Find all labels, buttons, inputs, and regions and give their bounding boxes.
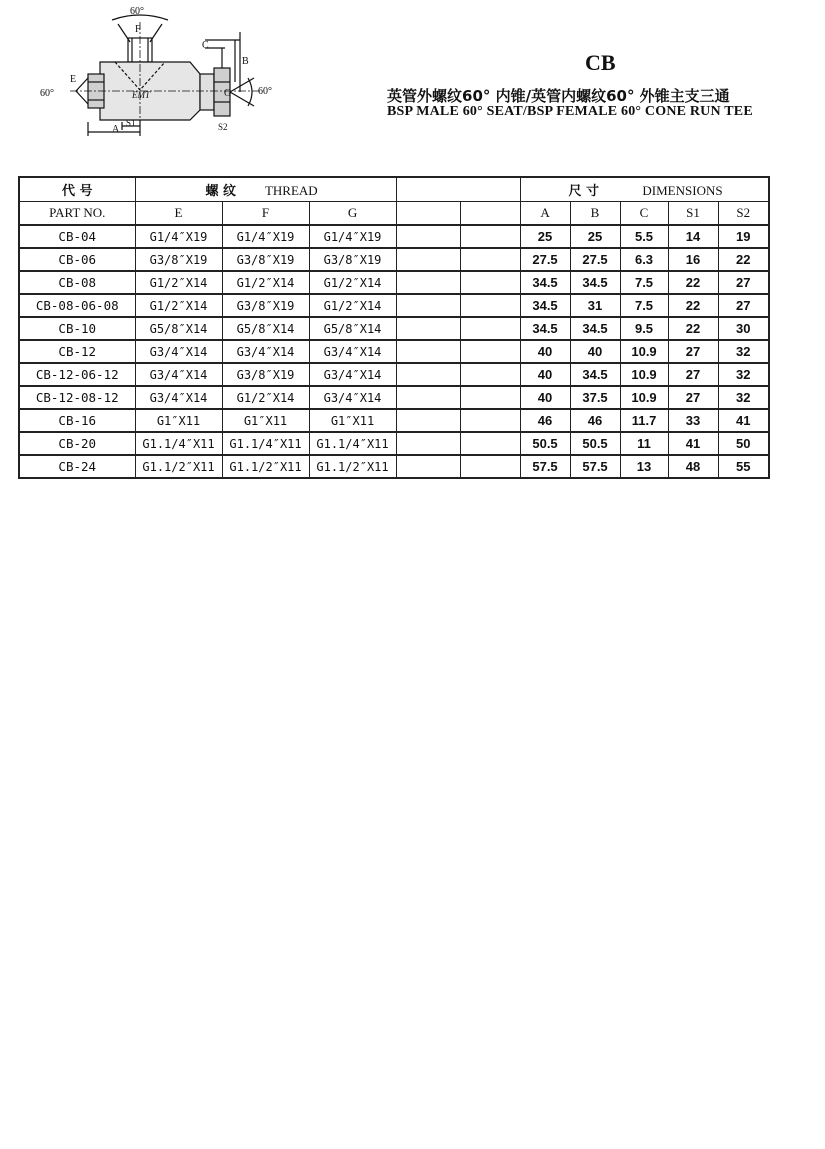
thread-f-cell: G1/4″X19 — [222, 225, 309, 248]
blank-2-cell — [460, 294, 520, 317]
part-no-cell: CB-12-06-12 — [19, 363, 135, 386]
dim-s1-cell: 22 — [668, 317, 718, 340]
product-code: CB — [585, 50, 616, 75]
thread-f-cell: G1/2″X14 — [222, 271, 309, 294]
thread-e-cell: G1.1/4″X11 — [135, 432, 222, 455]
dim-b-cell: 57.5 — [570, 455, 620, 478]
thread-g-cell: G1/2″X14 — [309, 271, 396, 294]
dim-b-cell: 34.5 — [570, 271, 620, 294]
header-g: G — [309, 202, 396, 226]
thread-e-cell: G3/4″X14 — [135, 340, 222, 363]
dim-c-cell: 7.5 — [620, 271, 668, 294]
blank-1-cell — [396, 248, 460, 271]
blank-1-cell — [396, 225, 460, 248]
dim-b-cell: 31 — [570, 294, 620, 317]
angle-left-label: 60° — [40, 88, 54, 99]
part-no-cell: CB-20 — [19, 432, 135, 455]
blank-2-cell — [460, 317, 520, 340]
dim-b-cell: 50.5 — [570, 432, 620, 455]
header-code — [19, 177, 135, 202]
angle-top-label: 60° — [130, 6, 144, 17]
blank-2-cell — [460, 409, 520, 432]
table-row — [19, 386, 769, 409]
thread-e-cell: G3/4″X14 — [135, 386, 222, 409]
dim-c-cell: 11 — [620, 432, 668, 455]
thread-cn: 螺 纹 — [205, 184, 237, 199]
tee-fitting-diagram — [40, 2, 290, 142]
header-blank — [396, 177, 520, 202]
table-row — [19, 271, 769, 294]
label-f: F — [135, 24, 141, 35]
header-row-2 — [19, 202, 769, 226]
thread-g-cell: G1.1/2″X11 — [309, 455, 396, 478]
part-no-cell: CB-24 — [19, 455, 135, 478]
dim-c-cell: 13 — [620, 455, 668, 478]
blank-2-cell — [460, 225, 520, 248]
dim-b-cell: 37.5 — [570, 386, 620, 409]
dim-a-cell: 25 — [520, 225, 570, 248]
blank-1-cell — [396, 455, 460, 478]
angle-right-label: 60° — [258, 86, 272, 97]
header-thread — [135, 177, 396, 202]
dim-a-cell: 46 — [520, 409, 570, 432]
part-no-cell: CB-08 — [19, 271, 135, 294]
part-no-cell: CB-04 — [19, 225, 135, 248]
thread-f-cell: G3/8″X19 — [222, 294, 309, 317]
dim-s2-cell: 19 — [718, 225, 769, 248]
dim-s1-cell: 14 — [668, 225, 718, 248]
blank-1-cell — [396, 386, 460, 409]
part-no-cell: CB-10 — [19, 317, 135, 340]
table-row — [19, 432, 769, 455]
blank-2-cell — [460, 455, 520, 478]
thread-g-cell: G3/4″X14 — [309, 386, 396, 409]
dim-s1-cell: 41 — [668, 432, 718, 455]
dim-s2-cell: 27 — [718, 271, 769, 294]
thread-e-cell: G1″X11 — [135, 409, 222, 432]
header-f: F — [222, 202, 309, 226]
blank-1-cell — [396, 271, 460, 294]
thread-e-cell: G1/4″X19 — [135, 225, 222, 248]
dim-b-cell: 46 — [570, 409, 620, 432]
thread-f-cell: G1.1/2″X11 — [222, 455, 309, 478]
dim-b-cell: 34.5 — [570, 317, 620, 340]
header-dimensions — [520, 177, 769, 202]
thread-e-cell: G1.1/2″X11 — [135, 455, 222, 478]
thread-g-cell: G5/8″X14 — [309, 317, 396, 340]
header-blank-2 — [460, 202, 520, 226]
dim-a-cell: 40 — [520, 363, 570, 386]
dim-c-cell: 5.5 — [620, 225, 668, 248]
thread-g-cell: G1″X11 — [309, 409, 396, 432]
part-no-cell: CB-12 — [19, 340, 135, 363]
thread-e-cell: G1/2″X14 — [135, 294, 222, 317]
dim-en: DIMENSIONS — [642, 183, 723, 198]
table-row — [19, 455, 769, 478]
thread-g-cell: G3/8″X19 — [309, 248, 396, 271]
dim-a-cell: 50.5 — [520, 432, 570, 455]
dim-s1-cell: 33 — [668, 409, 718, 432]
dim-b-cell: 25 — [570, 225, 620, 248]
table-row — [19, 225, 769, 248]
blank-1-cell — [396, 409, 460, 432]
thread-f-cell: G1/2″X14 — [222, 386, 309, 409]
dim-c-cell: 9.5 — [620, 317, 668, 340]
thread-e-cell: G5/8″X14 — [135, 317, 222, 340]
blank-1-cell — [396, 363, 460, 386]
fitting-drawing — [40, 2, 290, 142]
dim-s2-cell: 22 — [718, 248, 769, 271]
thread-g-cell: G3/4″X14 — [309, 340, 396, 363]
dim-s2-cell: 32 — [718, 386, 769, 409]
thread-e-cell: G3/8″X19 — [135, 248, 222, 271]
thread-f-cell: G5/8″X14 — [222, 317, 309, 340]
table-row — [19, 248, 769, 271]
header-b: B — [570, 202, 620, 226]
dim-c-cell: 6.3 — [620, 248, 668, 271]
blank-2-cell — [460, 340, 520, 363]
header-part-no: PART NO. — [19, 202, 135, 226]
table-row — [19, 409, 769, 432]
label-s2: S2 — [218, 122, 228, 132]
title-chinese: 英管外螺纹60° 内锥/英管内螺纹60° 外锥主支三通 — [387, 87, 730, 105]
table-row — [19, 363, 769, 386]
thread-g-cell: G1.1/4″X11 — [309, 432, 396, 455]
label-e: E — [70, 74, 77, 85]
dim-s2-cell: 50 — [718, 432, 769, 455]
thread-en: THREAD — [264, 183, 318, 198]
label-emt: EMT — [132, 90, 150, 100]
label-b: B — [242, 56, 249, 67]
blank-1-cell — [396, 340, 460, 363]
dim-s2-cell: 30 — [718, 317, 769, 340]
part-no-cell: CB-08-06-08 — [19, 294, 135, 317]
thread-g-cell: G1/4″X19 — [309, 225, 396, 248]
dim-c-cell: 10.9 — [620, 386, 668, 409]
dim-s2-cell: 32 — [718, 363, 769, 386]
thread-e-cell: G1/2″X14 — [135, 271, 222, 294]
header-c: C — [620, 202, 668, 226]
table-row — [19, 317, 769, 340]
part-no-cell: CB-12-08-12 — [19, 386, 135, 409]
thread-e-cell: G3/4″X14 — [135, 363, 222, 386]
table-row — [19, 340, 769, 363]
dim-s2-cell: 32 — [718, 340, 769, 363]
blank-1-cell — [396, 432, 460, 455]
thread-f-cell: G1″X11 — [222, 409, 309, 432]
dim-b-cell: 40 — [570, 340, 620, 363]
dim-s2-cell: 41 — [718, 409, 769, 432]
thread-f-cell: G3/8″X19 — [222, 248, 309, 271]
thread-f-cell: G3/4″X14 — [222, 340, 309, 363]
dimensions-table — [18, 176, 770, 479]
header-e: E — [135, 202, 222, 226]
dim-a-cell: 57.5 — [520, 455, 570, 478]
dim-s1-cell: 22 — [668, 294, 718, 317]
header-s1: S1 — [668, 202, 718, 226]
header-a: A — [520, 202, 570, 226]
label-g: G — [224, 88, 232, 99]
thread-f-cell: G1.1/4″X11 — [222, 432, 309, 455]
label-s1: S1 — [126, 118, 136, 128]
dim-a-cell: 34.5 — [520, 317, 570, 340]
part-no-cell: CB-06 — [19, 248, 135, 271]
dim-c-cell: 11.7 — [620, 409, 668, 432]
dim-c-cell: 10.9 — [620, 340, 668, 363]
blank-2-cell — [460, 386, 520, 409]
code-cn: 代 号 — [61, 184, 93, 199]
blank-2-cell — [460, 271, 520, 294]
dim-a-cell: 27.5 — [520, 248, 570, 271]
dim-c-cell: 10.9 — [620, 363, 668, 386]
header-s2: S2 — [718, 202, 769, 226]
thread-f-cell: G3/8″X19 — [222, 363, 309, 386]
blank-1-cell — [396, 317, 460, 340]
title-english: BSP MALE 60° SEAT/BSP FEMALE 60° CONE RUN TEE — [387, 104, 753, 119]
dim-s1-cell: 16 — [668, 248, 718, 271]
part-no-cell: CB-16 — [19, 409, 135, 432]
dim-a-cell: 34.5 — [520, 294, 570, 317]
blank-2-cell — [460, 363, 520, 386]
dim-a-cell: 40 — [520, 386, 570, 409]
dim-s1-cell: 27 — [668, 386, 718, 409]
header-row-1 — [19, 177, 769, 202]
dim-s1-cell: 27 — [668, 340, 718, 363]
label-c: C — [202, 40, 209, 51]
blank-2-cell — [460, 432, 520, 455]
dim-s1-cell: 27 — [668, 363, 718, 386]
header-blank-1 — [396, 202, 460, 226]
table-row — [19, 294, 769, 317]
blank-2-cell — [460, 248, 520, 271]
dim-cn: 尺 寸 — [568, 184, 600, 199]
label-a: A — [112, 124, 120, 135]
dim-s1-cell: 48 — [668, 455, 718, 478]
dim-s2-cell: 55 — [718, 455, 769, 478]
dim-b-cell: 27.5 — [570, 248, 620, 271]
dim-a-cell: 40 — [520, 340, 570, 363]
thread-g-cell: G1/2″X14 — [309, 294, 396, 317]
thread-g-cell: G3/4″X14 — [309, 363, 396, 386]
dim-s2-cell: 27 — [718, 294, 769, 317]
dim-b-cell: 34.5 — [570, 363, 620, 386]
blank-1-cell — [396, 294, 460, 317]
dim-a-cell: 34.5 — [520, 271, 570, 294]
dim-c-cell: 7.5 — [620, 294, 668, 317]
dim-s1-cell: 22 — [668, 271, 718, 294]
